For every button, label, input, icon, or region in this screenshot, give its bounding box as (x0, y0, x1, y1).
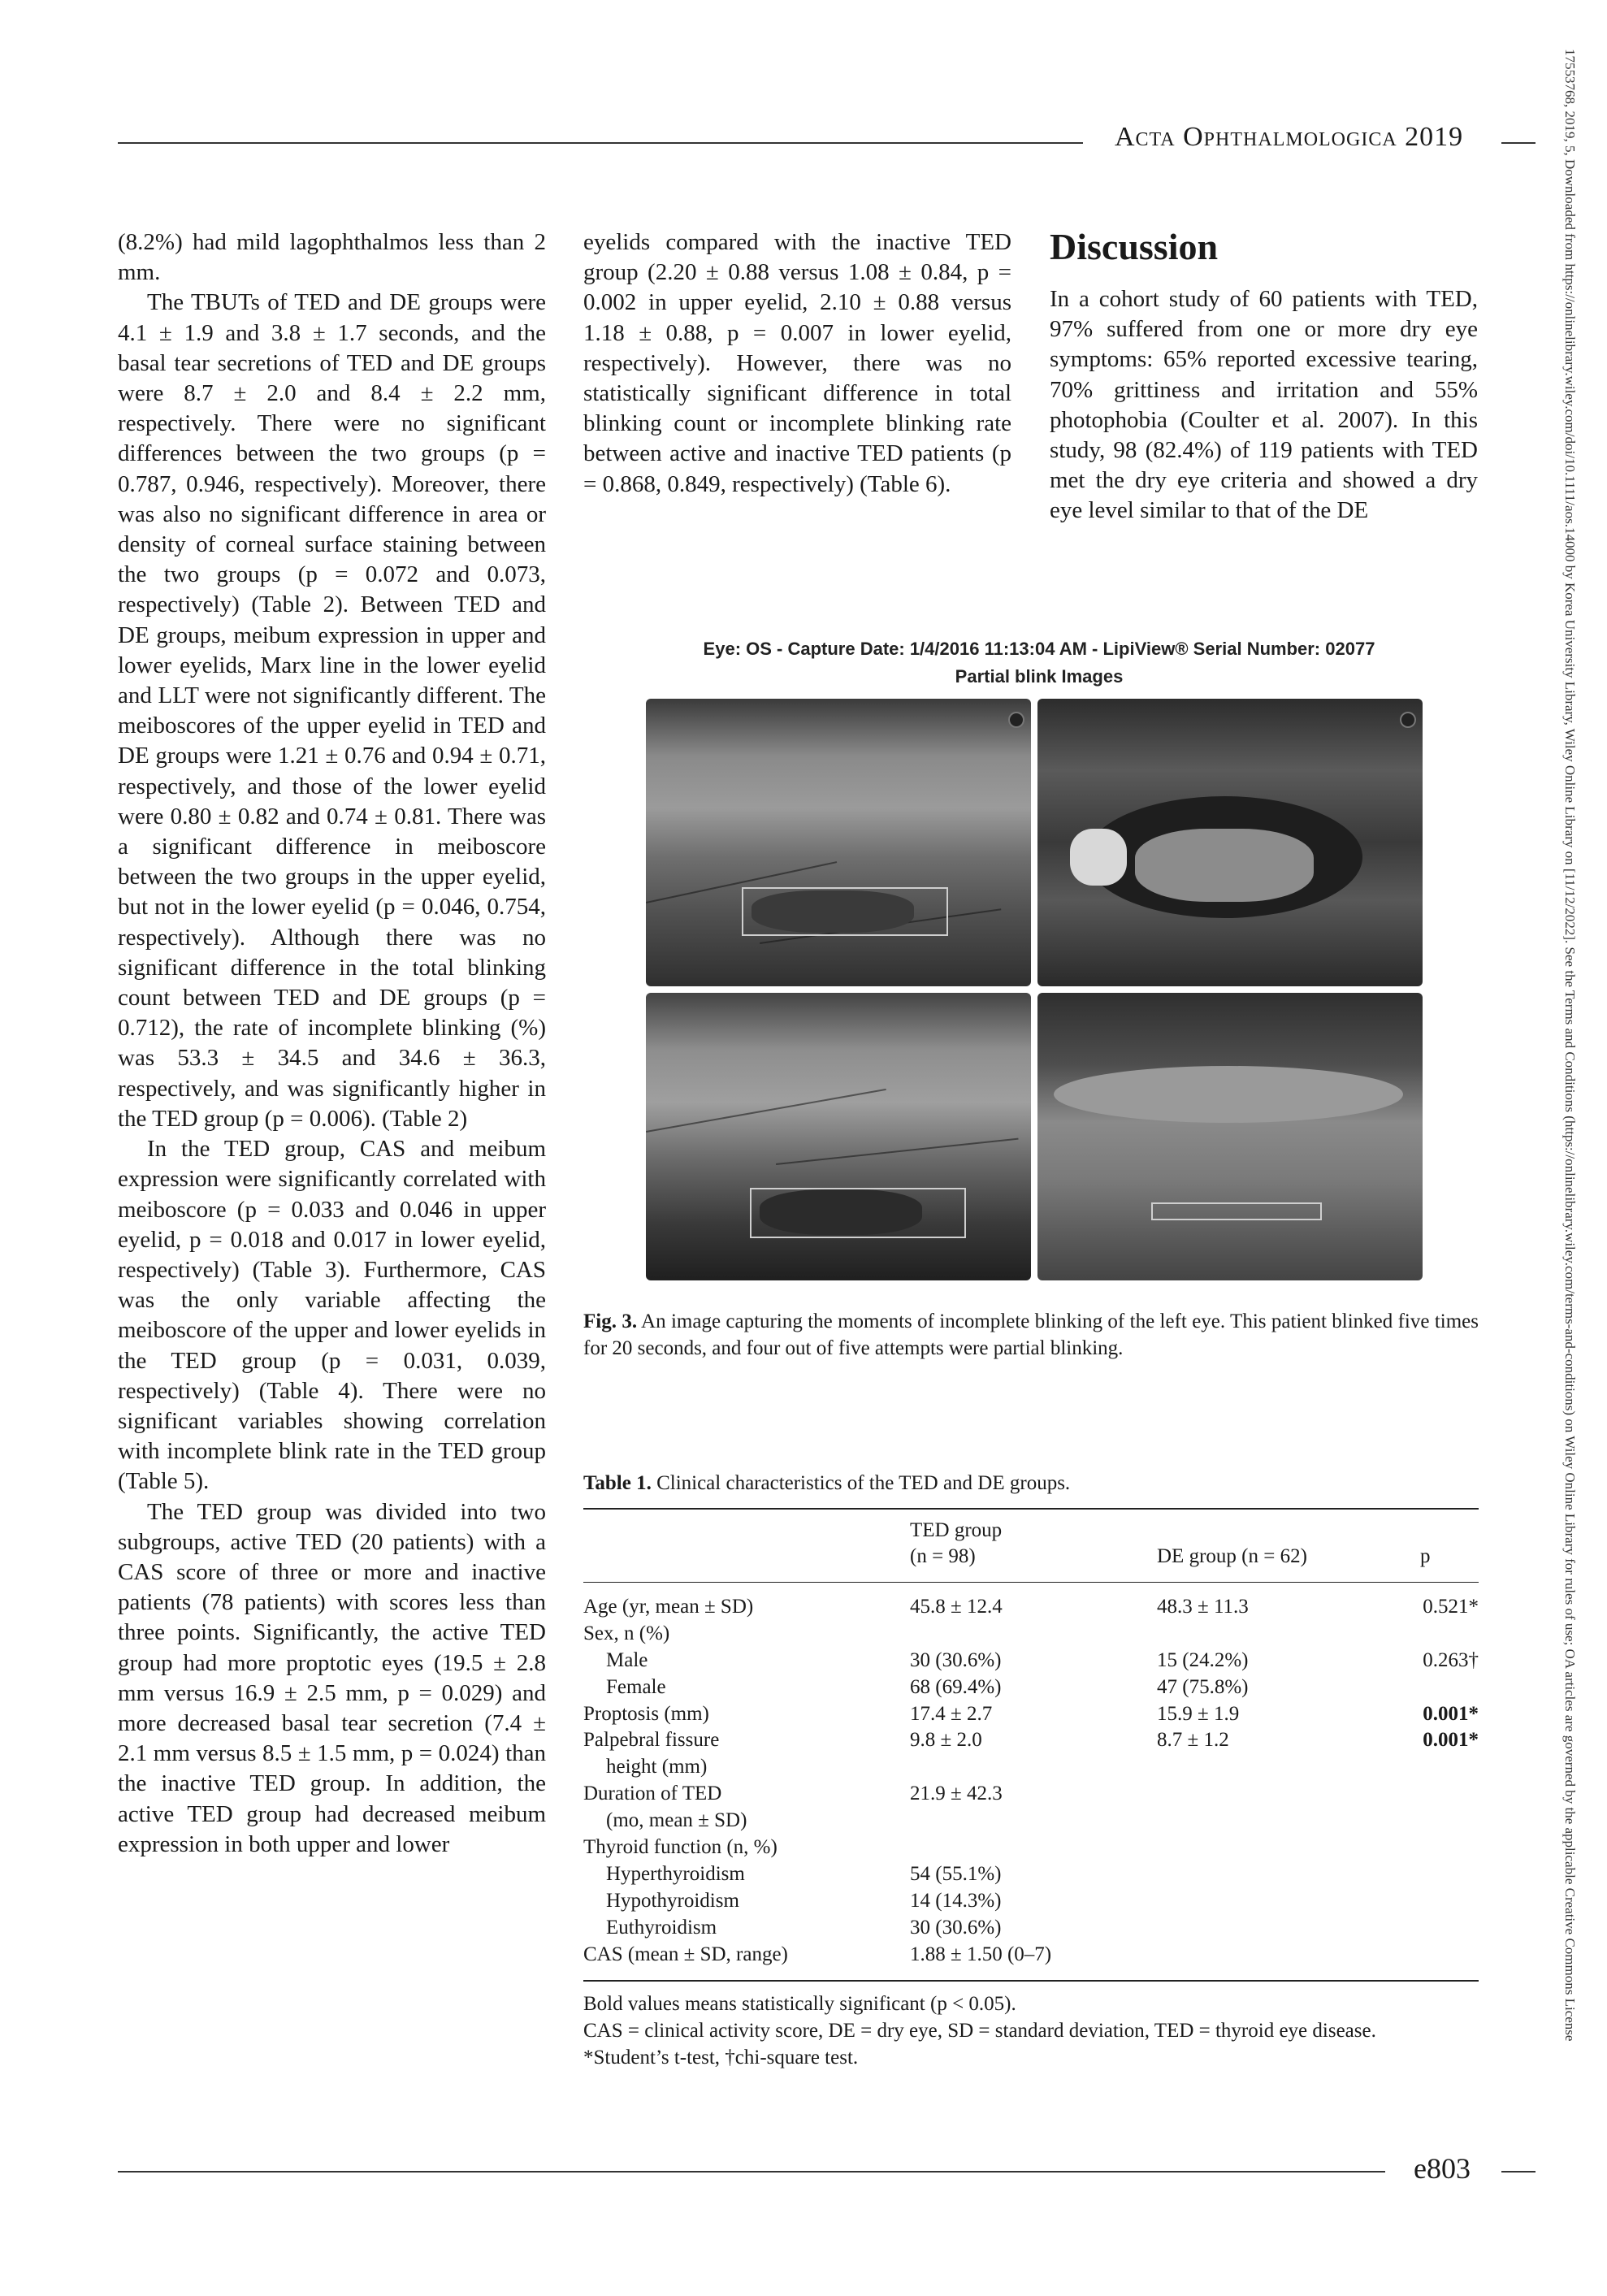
table-cell-label: Duration of TED (583, 1783, 722, 1805)
page-number: e803 (1414, 2152, 1471, 2185)
table-row (583, 1727, 1479, 1754)
figure-header (585, 635, 1493, 691)
table-row (583, 1942, 1479, 1969)
camera-marker-icon (1400, 712, 1416, 728)
table-cell-label: Male (606, 1648, 648, 1671)
table-cell-ted: 21.9 ± 42.3 (910, 1783, 1003, 1805)
bottom-rule (118, 2171, 1385, 2173)
table-notes (583, 1991, 1479, 2071)
table-cell-label: Hyperthyroidism (606, 1862, 745, 1885)
top-rule (118, 142, 1083, 144)
table-cell-p: 0.001* (1423, 1729, 1479, 1752)
table-cell-label: Sex, n (%) (583, 1622, 670, 1644)
table-title-label: Table 1. (583, 1472, 652, 1494)
paragraph: The TBUTs of TED and DE groups were 4.1 ± 1.9 and 3.8 ± 1.7 seconds, and the basal tear secretions of TED and DE groups were 8.7 ± 2.0 and 8.4 ± 2.2 mm, respectively. There were no significant differences between the two groups (p = 0.787, 0.946, respectively). Moreover, there was also no significant difference in area or density of corneal surface staining between the two groups (p = 0.072 and 0.073, respectively) (Table 2). Between TED and DE groups, meibum expression in upper and lower eyelids, Marx line in the lower eyelid and LLT were not significantly different. The meiboscores of the upper eyelid in TED and DE groups were 1.21 ± 0.76 and 0.94 ± 0.71, respectively, and those of the lower eyelid were 0.80 ± 0.82 and 0.74 ± 0.81. There was a significant difference in meiboscore between the two groups in the upper eyelid, but not in the lower eyelid (p = 0.046, 0.754, respectively). Although there was no significant difference in the total blinking count between TED and DE groups (p = 0.712), the rate of incomplete blinking (%) was 53.3 ± 34.5 and 34.6 ± 36.3, respectively, and was significantly higher in the TED group (p = 0.006). (Table 2) (118, 289, 546, 1132)
paragraph: eyelids compared with the inactive TED group (2.20 ± 0.88 versus 1.08 ± 0.84, p = 0.002 in upper eyelid, 2.10 ± 0.88 versus 1.18 ± 0.88, p = 0.007 in lower eyelid, respectively). However, there was no statistically significant difference in total blinking count or incomplete blinking rate between active and inactive TED patients (p = 0.868, 0.849, respectively) (Table 6). (583, 229, 1011, 497)
table-cell-ted: 1.88 ± 1.50 (0–7) (910, 1943, 1052, 1965)
text-column-2 (583, 227, 1011, 500)
table-row (583, 1835, 1479, 1861)
table-top-rule (583, 1508, 1479, 1510)
table-row (583, 1915, 1479, 1942)
table-cell-ted: 54 (55.1%) (910, 1862, 1002, 1885)
table-cell-ted: 30 (30.6%) (910, 1916, 1002, 1939)
section-heading-discussion: Discussion (1050, 226, 1219, 267)
paragraph: The TED group was divided into two subgroups, active TED (20 patients) with a CAS score of three or more and inactive patients (78 patients) with scores less than three points. Significantly, the active TED group had more proptotic eyes (19.5 ± 2.8 mm versus 16.9 ± 2.5 mm, p = 0.029) and more decreased basal tear secretion (7.4 ± 2.1 mm versus 8.5 ± 1.5 mm, p = 0.024) than the inactive TED group. In addition, the active TED group had decreased meibum expression in both upper and lower (118, 1498, 546, 1857)
table-cell-ted: 17.4 ± 2.7 (910, 1702, 993, 1725)
table-row (583, 1594, 1479, 1621)
table-cell-label: (mo, mean ± SD) (606, 1809, 747, 1832)
download-side-note: 17553768, 2019, 5, Downloaded from https://onlinelibrary.wiley.com/doi/10.1111/aos.14000 by Korea University Library, Wiley Online Library on [11/12/2022]. See the Terms and Conditions (https://onlinelibrary.wiley.com/terms-and-conditions) on Wiley Online Library for rules of use; OA articles are governed by the applicable Creative Commons License (1562, 49, 1578, 2042)
table-row (583, 1781, 1479, 1808)
table-cell-label: Euthyroidism (606, 1916, 717, 1939)
figure-header-line-2: Partial blink Images (955, 666, 1124, 687)
header-text: (n = 98) (910, 1545, 976, 1567)
table-body (583, 1594, 1479, 1968)
table-row (583, 1674, 1479, 1701)
header-text: TED group (910, 1519, 1003, 1541)
text-column-3 (1050, 227, 1478, 526)
table-cell-ted: 9.8 ± 2.0 (910, 1729, 982, 1752)
text-column-1 (118, 227, 546, 1860)
table-note: Bold values means statistically significant (p < 0.05). (583, 1993, 1016, 2015)
table-header-p: p (1420, 1545, 1431, 1567)
table-row (583, 1621, 1479, 1648)
table-cell-label: Female (606, 1675, 666, 1698)
table-cell-de: 15 (24.2%) (1157, 1648, 1249, 1671)
table-cell-de: 8.7 ± 1.2 (1157, 1729, 1229, 1752)
running-head: Acta Ophthalmologica 2019 (1115, 122, 1464, 152)
glare-spot (1070, 829, 1127, 886)
figure-caption-label: Fig. 3. (583, 1310, 638, 1332)
figure-caption (583, 1308, 1479, 1362)
eyelash-shadow (646, 1089, 886, 1133)
table-cell-label: height (mm) (606, 1756, 708, 1778)
table-note: CAS = clinical activity score, DE = dry eye, SD = standard deviation, TED = thyroid eye disease. (583, 2020, 1376, 2042)
table-cell-p: 0.521* (1423, 1596, 1479, 1618)
table-row (583, 1808, 1479, 1835)
table-cell-label: Thyroid function (n, %) (583, 1836, 778, 1859)
table-cell-ted: 30 (30.6%) (910, 1648, 1002, 1671)
paragraph: (8.2%) had mild lagophthalmos less than 2 mm. (118, 229, 546, 286)
table-bottom-rule (583, 1980, 1479, 1982)
paragraph: In a cohort study of 60 patients with TED, 97% suffered from one or more dry eye symptoms: 65% reported excessive tearing, 70% grittiness and irritation and 55% photophobia (Coulter et al. 2007). In this study, 98 (82.4%) of 119 patients with TED met the dry eye criteria and showed a dry eye level similar to that of the DE (1050, 286, 1478, 524)
table-cell-ted: 14 (14.3%) (910, 1889, 1002, 1912)
table-row (583, 1648, 1479, 1674)
table-cell-label: Hypothyroidism (606, 1889, 739, 1912)
table-cell-de: 48.3 ± 11.3 (1157, 1596, 1249, 1618)
table-cell-ted: 68 (69.4%) (910, 1675, 1002, 1698)
eye-image-panel-1 (646, 699, 1031, 986)
eye-image-panel-4 (1037, 993, 1423, 1280)
table-cell-de: 47 (75.8%) (1157, 1675, 1249, 1698)
table-row (583, 1754, 1479, 1781)
table-cell-p: 0.001* (1423, 1702, 1479, 1725)
table-note: *Student’s t-test, †chi-square test. (583, 2047, 859, 2069)
table-cell-label: CAS (mean ± SD, range) (583, 1943, 788, 1965)
table-row (583, 1861, 1479, 1888)
iris-reflection (1135, 829, 1314, 902)
table-cell-ted: 45.8 ± 12.4 (910, 1596, 1003, 1618)
table-header-ted (910, 1518, 1002, 1570)
table-cell-label: Proptosis (mm) (583, 1702, 709, 1725)
roi-box (750, 1188, 966, 1238)
bottom-rule-right (1501, 2171, 1536, 2173)
figure-header-line-1: Eye: OS - Capture Date: 1/4/2016 11:13:04 AM - LipiView® Serial Number: 02077 (703, 639, 1375, 659)
table-title (583, 1471, 1479, 1497)
table-cell-de: 15.9 ± 1.9 (1157, 1702, 1240, 1725)
table-header-rule (583, 1582, 1479, 1583)
eye-image-panel-3 (646, 993, 1031, 1280)
table-header-de: DE group (n = 62) (1157, 1545, 1307, 1567)
table-title-text: Clinical characteristics of the TED and DE groups. (651, 1472, 1071, 1494)
eyelid-highlight (1054, 1066, 1403, 1123)
table-cell-label: Age (yr, mean ± SD) (583, 1596, 754, 1618)
table-cell-label: Palpebral fissure (583, 1729, 720, 1752)
eye-image-panel-2 (1037, 699, 1423, 986)
table-cell-p: 0.263† (1423, 1648, 1479, 1671)
figure-caption-text: An image capturing the moments of incomplete blinking of the left eye. This patient blinked five times for 20 seconds, and four out of five attempts were partial blinking. (583, 1310, 1479, 1359)
eyelash-shadow (776, 1138, 1019, 1165)
paragraph: In the TED group, CAS and meibum expression were significantly correlated with meiboscore (p = 0.033 and 0.046 in upper eyelid, p = 0.018 and 0.017 in lower eyelid, respectively) (Table 3). Furthermore, CAS was the only variable affecting the meiboscore of the upper and lower eyelids in the TED group (p = 0.031, 0.039, respectively) (Table 4). There were no significant variables showing correlation with incomplete blink rate in the TED group (Table 5). (118, 1136, 546, 1495)
roi-box (1151, 1202, 1322, 1220)
top-rule-right (1501, 142, 1536, 144)
table-row (583, 1701, 1479, 1728)
table-row (583, 1888, 1479, 1915)
camera-marker-icon (1008, 712, 1024, 728)
roi-box (742, 887, 948, 936)
